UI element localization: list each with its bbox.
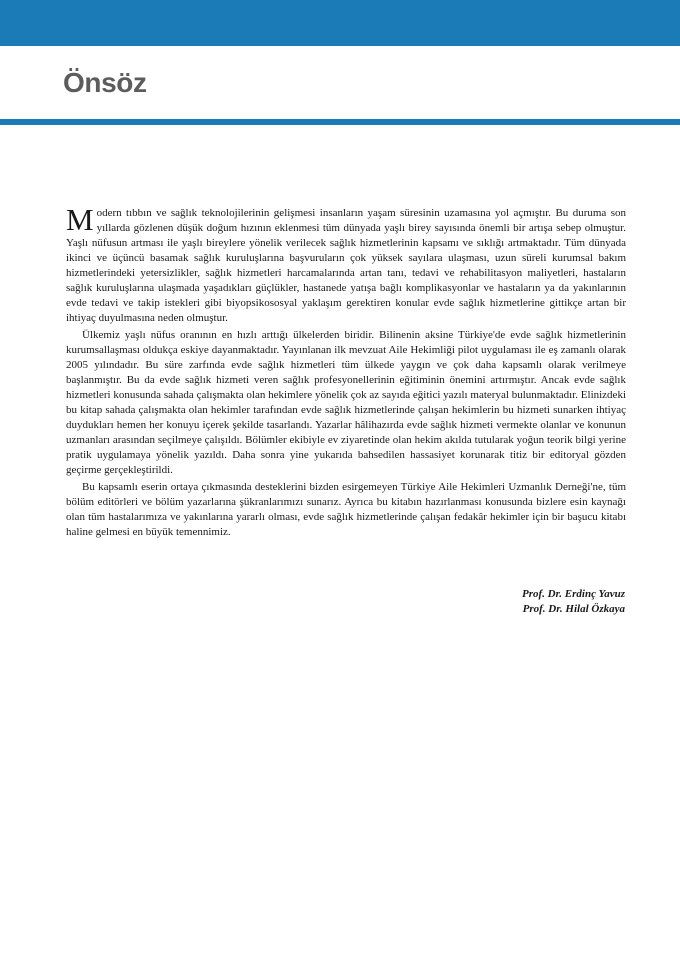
signature-2: Prof. Dr. Hilal Özkaya [522, 603, 625, 615]
page-title: Önsöz [63, 67, 147, 98]
drop-cap: M [66, 202, 94, 237]
title-rule [0, 119, 680, 125]
signature-1: Prof. Dr. Erdinç Yavuz [522, 588, 625, 600]
body-text [66, 202, 626, 540]
signature-block [522, 587, 625, 617]
paragraph-2: Ülkemiz yaşlı nüfus oranının en hızlı arttığı ülkelerden biridir. Bilinenin aksine Türkiye'de evde sağlık hizmetlerinin kurumsallaşması oldukça eskiye dayanmaktadır. Yayınlanan ilk mevzuat Aile Hekimliği pilot uygulaması ile eş zamanlı olarak 2005 yılındadır. Bu süre zarfında evde sağlık hizmetleri tüm ülkede yaygın ve çok daha kapsamlı olarak verilmeye başlanmıştır. Bu da evde sağlık hizmeti veren sağlık profesyonellerinin eğitiminin önemini artırmıştır. Ancak evde sağlık hizmetleri konusunda sahada çalışmakta olan hekimlere yönelik çok az sayıda eğitici yazılı materyal bulunmaktadır. Elinizdeki bu kitap sahada çalışmakta olan hekimler tarafından evde sağlık hizmetlerinde çalışan hekimlerin bu hizmeti sunarken ihtiyaç duydukları hemen her konuyu içerek şekilde tasarlandı. Yazarlar hâlihazırda evde sağlık hizmeti vermekte olanlar ve konunun uzmanları arasından seçilmeye çalışıldı. Bölümler ekibiyle ev ziyaretinde olan hekim akılda tutularak yoğun teorik bilgi yerine pratik uygulamaya yönelik yazıldı. Daha sonra yine yukarıda bahsedilen hassasiyet korunarak titiz bir editoryal gözden geçirme gerçekleştirildi. [66, 329, 626, 476]
paragraph-1 [66, 202, 626, 326]
paragraph-3: Bu kapsamlı eserin ortaya çıkmasında desteklerini bizden esirgemeyen Türkiye Aile Hekimleri Uzmanlık Derneği'ne, tüm bölüm editörleri ve bölüm yazarlarına şükranlarımızı sunarız. Ayrıca bu kitabın hazırlanması konusunda bizlere esin kaynağı olan tüm hastalarımıza ve yakınlarına yararlı olması, evde sağlık hizmetlerinde çalışan fedakâr hekimler için bir başucu kitabı haline gelmesi en büyük temennimiz. [66, 481, 626, 538]
header-band [0, 0, 680, 46]
paragraph-1-text: odern tıbbın ve sağlık teknolojilerinin gelişmesi insanların yaşam süresinin uzamasına yol açmıştır. Bu duruma son yıllarda gözlenen düşük doğum hızının eklenmesi tüm dünyada yaşlı birey sayısında önemli bir artışa sebep olmuştur. Yaşlı nüfusun artması ile yaşlı bireylere yönelik verilecek sağlık hizmetlerinin kapsamı ve sıklığı artmaktadır. Tüm dünyada ikinci ve üçüncü basamak sağlık kuruluşlarına başvuruların çok yüksek sayılara ulaşması, uzun süreli kurumsal bakım hizmetlerindeki yetersizlikler, sağlık hizmetleri harcamalarında artan tanı, tedavi ve rehabilitasyon maliyetleri, hastaların sağlık kuruluşlarına ulaşmada yaşadıkları güçlükler, hastanede yatışa bağlı komplikasyonlar ve hastaların ya da yakınlarının evde tedavi ve takip istekleri gibi biyopsikososyal yaklaşım gerektiren konular evde sağlık hizmetlerine gittikçe artan bir ihtiyaç duyulmasına neden olmuştur. [66, 207, 626, 324]
